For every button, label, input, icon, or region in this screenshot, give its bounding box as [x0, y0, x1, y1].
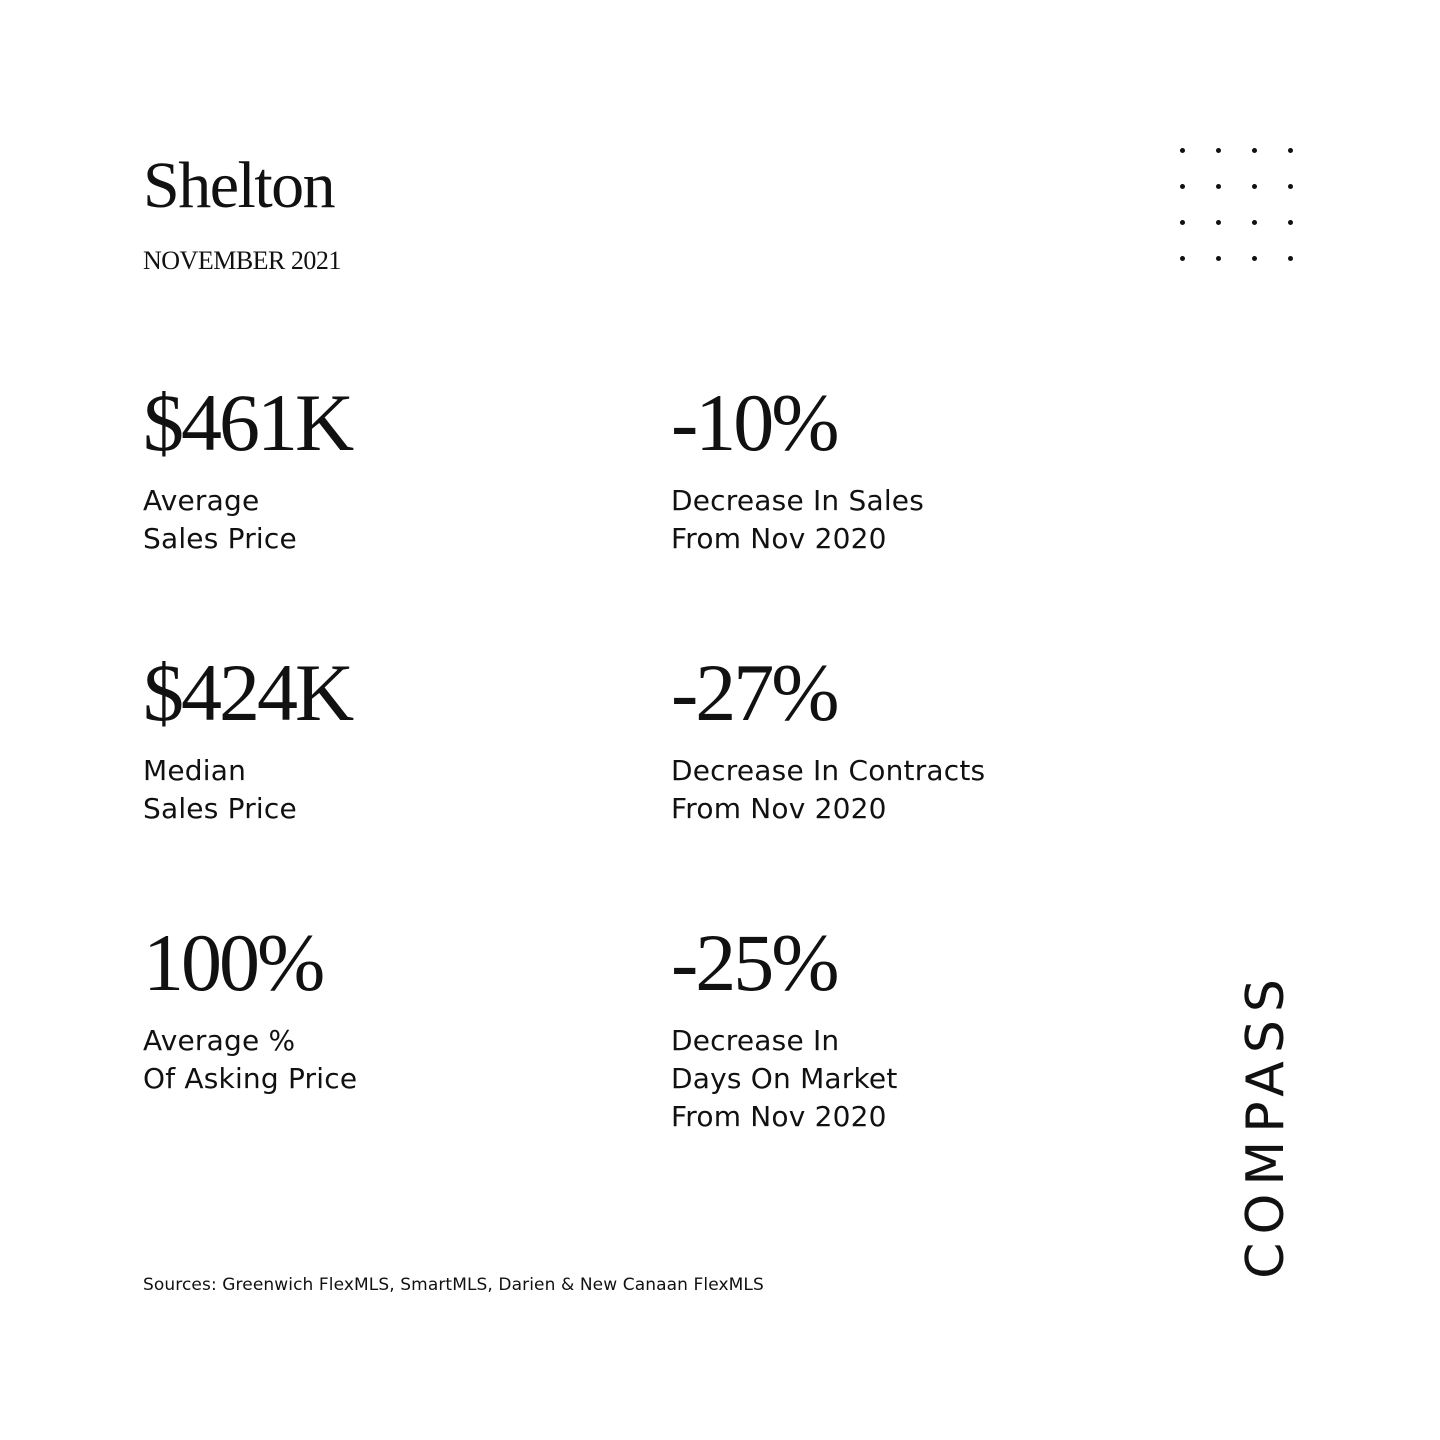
stat-average-sales-price [143, 378, 351, 558]
stat-contracts-change [671, 648, 985, 828]
dot-mark [1252, 220, 1257, 225]
dot-mark [1216, 256, 1221, 261]
stat-label: Average Sales Price [143, 484, 297, 555]
dot-grid-icon [1174, 142, 1298, 266]
dot-mark [1216, 220, 1221, 225]
dot-mark [1180, 184, 1185, 189]
dot-mark [1180, 220, 1185, 225]
stat-label: Decrease In Sales From Nov 2020 [671, 484, 925, 555]
stat-median-sales-price [143, 648, 351, 828]
stat-value: -25% [671, 917, 837, 1008]
dot-mark [1252, 256, 1257, 261]
stat-label: Median Sales Price [143, 754, 297, 825]
dot-mark [1288, 220, 1293, 225]
dot-mark [1216, 148, 1221, 153]
stat-value: -27% [671, 647, 837, 738]
dot-mark [1288, 256, 1293, 261]
stat-average-asking-price [143, 918, 357, 1098]
report-month: NOVEMBER 2021 [143, 246, 341, 275]
logo-text: COMPASS [1236, 971, 1296, 1279]
sources-note: Sources: Greenwich FlexMLS, SmartMLS, Darien & New Canaan FlexMLS [143, 1275, 764, 1295]
stat-days-on-market-change [671, 918, 898, 1136]
page-title: Shelton [143, 149, 335, 222]
stat-value: 100% [143, 917, 323, 1008]
dot-mark [1180, 256, 1185, 261]
dot-mark [1288, 148, 1293, 153]
stat-label: Decrease In Days On Market From Nov 2020 [671, 1024, 898, 1133]
stat-label: Decrease In Contracts From Nov 2020 [671, 754, 986, 825]
dot-mark [1180, 148, 1185, 153]
stat-value: -10% [671, 377, 837, 468]
stat-value: $461K [143, 377, 352, 468]
stat-sales-change [671, 378, 924, 558]
dot-mark [1252, 148, 1257, 153]
stat-label: Average % Of Asking Price [143, 1024, 358, 1095]
dot-mark [1216, 184, 1221, 189]
stat-value: $424K [143, 647, 352, 738]
dot-mark [1252, 184, 1257, 189]
dot-mark [1288, 184, 1293, 189]
compass-logo [1238, 955, 1294, 1295]
